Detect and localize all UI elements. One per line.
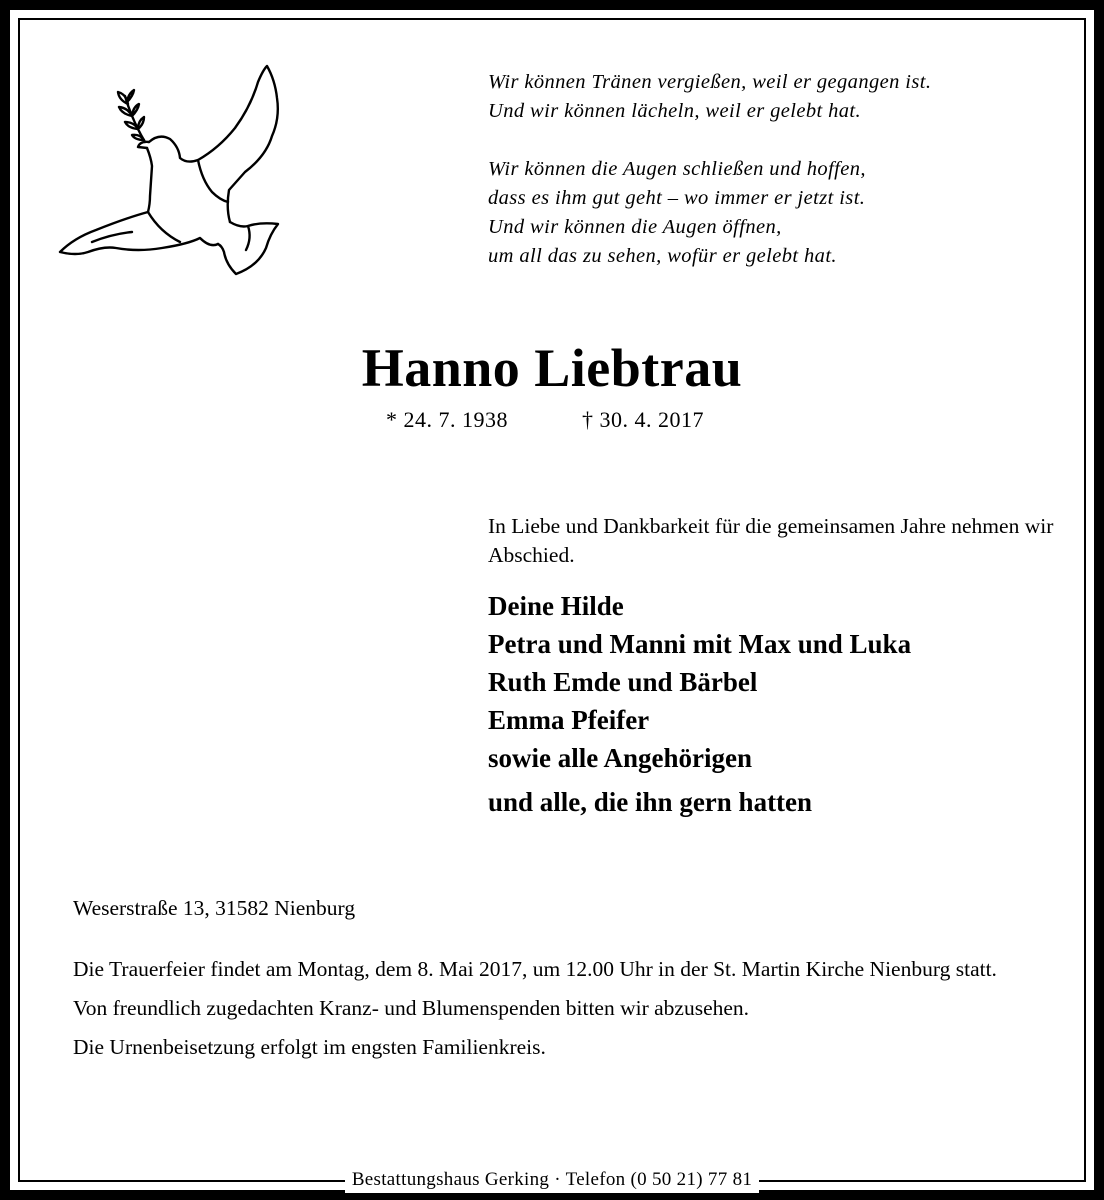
- mourners-closing: und alle, die ihn gern hatten: [488, 787, 813, 817]
- dove-icon: [52, 62, 286, 278]
- poem-line: dass es ihm gut geht – wo immer er jetzt ist.: [488, 187, 866, 209]
- mourner: Emma Pfeifer: [488, 705, 650, 735]
- poem-stanza-2: [488, 155, 1068, 271]
- mourner: Ruth Emde und Bärbel: [488, 667, 758, 697]
- deceased-name: Hanno Liebtrau: [361, 338, 743, 398]
- poem-stanza-1: [488, 68, 1068, 126]
- funeral-home-contact: Bestattungshaus Gerking · Telefon (0 50 21) 77 81: [345, 1167, 759, 1193]
- mourner: Petra und Manni mit Max und Luka: [488, 629, 912, 659]
- death-date: † 30. 4. 2017: [582, 407, 704, 432]
- poem-line: Wir können Tränen vergießen, weil er gegangen ist.: [488, 71, 932, 93]
- poem-line: Und wir können lächeln, weil er gelebt hat.: [488, 100, 862, 122]
- poem-line: Wir können die Augen schließen und hoffen,: [488, 158, 866, 180]
- poem-line: Und wir können die Augen öffnen,: [488, 216, 782, 238]
- farewell-intro: In Liebe und Dankbarkeit für die gemeinsamen Jahre nehmen wir Abschied.: [488, 514, 1054, 567]
- poem-line: um all das zu sehen, wofür er gelebt hat.: [488, 245, 837, 267]
- birth-date: * 24. 7. 1938: [386, 407, 508, 432]
- notices: [73, 955, 1063, 1072]
- footer: [0, 1167, 1104, 1193]
- funeral-service-notice: Die Trauerfeier findet am Montag, dem 8. Mai 2017, um 12.00 Uhr in der St. Martin Kirche Nienburg statt.: [73, 957, 997, 981]
- mourner: Deine Hilde: [488, 591, 624, 621]
- flowers-notice: Von freundlich zugedachten Kranz- und Blumenspenden bitten wir abzusehen.: [73, 996, 750, 1020]
- family-address: Weserstraße 13, 31582 Nienburg: [73, 896, 356, 920]
- poem: [488, 68, 1068, 271]
- mourner: sowie alle Angehörigen: [488, 743, 752, 773]
- urn-burial-notice: Die Urnenbeisetzung erfolgt im engsten Familienkreis.: [73, 1035, 546, 1059]
- mourners-list: [488, 590, 1088, 824]
